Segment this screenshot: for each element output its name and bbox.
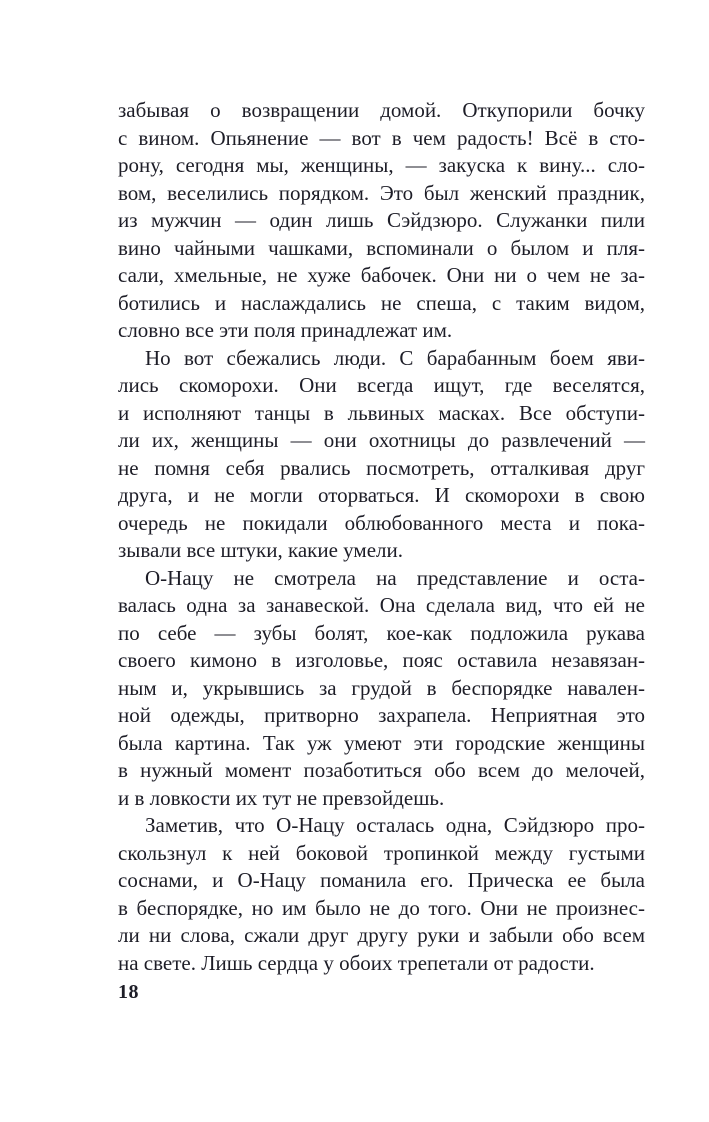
text-line: очередь не покидали облюбованного места и пока- <box>118 510 645 535</box>
text-line: скользнул к ней боковой тропинкой между густыми <box>118 840 645 865</box>
text-line: в нужный момент позаботиться обо всем до мелочей, <box>118 758 645 782</box>
text-block <box>118 97 645 977</box>
text-line: забывая о возвращении домой. Откупорили бочку <box>118 98 645 122</box>
text-line: друга, и не могли оторваться. И скоморохи в свою <box>118 483 645 507</box>
text-line: лись скоморохи. Они всегда ищут, где веселятся, <box>118 373 645 397</box>
text-line: сали, хмельные, не хуже бабочек. Они ни о чем не за- <box>118 263 645 287</box>
text-line: вом, веселились порядком. Это был женский праздник, <box>118 180 645 205</box>
text-line: ли их, женщины — они охотницы до развлечений — <box>118 428 645 452</box>
text-line: рону, сегодня мы, женщины, — закуска к вину... сло- <box>118 153 645 177</box>
text-line: была картина. Так уж умеют эти городские женщины <box>118 730 645 755</box>
text-line: О-Нацу не смотрела на представление и оста- <box>145 565 645 590</box>
text-line: Но вот сбежались люди. С барабанным боем яви- <box>145 345 645 370</box>
text-line: своего кимоно в изголовье, пояс оставила незавязан- <box>118 648 645 672</box>
text-line: на свете. Лишь сердца у обоих трепетали от радости. <box>118 950 595 975</box>
text-line: валась одна за занавеской. Она сделала вид, что ей не <box>118 593 645 617</box>
text-line: ли ни слова, сжали друг другу руки и забыли обо всем <box>118 923 645 947</box>
text-line: в беспорядке, но им было не до того. Они не произнес- <box>118 895 645 920</box>
page-number: 18 <box>118 981 139 1003</box>
text-line: из мужчин — один лишь Сэйдзюро. Служанки пили <box>118 208 645 232</box>
text-line: ботились и наслаждались не спеша, с таким видом, <box>118 290 645 315</box>
text-line: с вином. Опьянение — вот в чем радость! Всё в сто- <box>118 125 645 150</box>
text-line: ным и, укрывшись за грудой в беспорядке навален- <box>118 675 645 700</box>
text-line: и исполняют танцы в львиных масках. Все обступи- <box>118 400 645 425</box>
text-line: зывали все штуки, какие умели. <box>118 538 403 562</box>
text-line: и в ловкости их тут не превзойдешь. <box>118 785 445 810</box>
text-line: словно все эти поля принадлежат им. <box>118 318 453 342</box>
text-line: соснами, и О-Нацу поманила его. Прическа ее была <box>118 868 645 892</box>
text-line: по себе — зубы болят, кое-как подложила рукава <box>118 620 645 645</box>
text-line: вино чайными чашками, вспоминали о былом и пля- <box>118 235 645 260</box>
text-line: не помня себя рвались посмотреть, отталкивая друг <box>118 455 645 480</box>
text-line: ной одежды, притворно захрапела. Неприятная это <box>118 703 645 727</box>
text-line: Заметив, что О-Нацу осталась одна, Сэйдзюро про- <box>145 813 645 837</box>
